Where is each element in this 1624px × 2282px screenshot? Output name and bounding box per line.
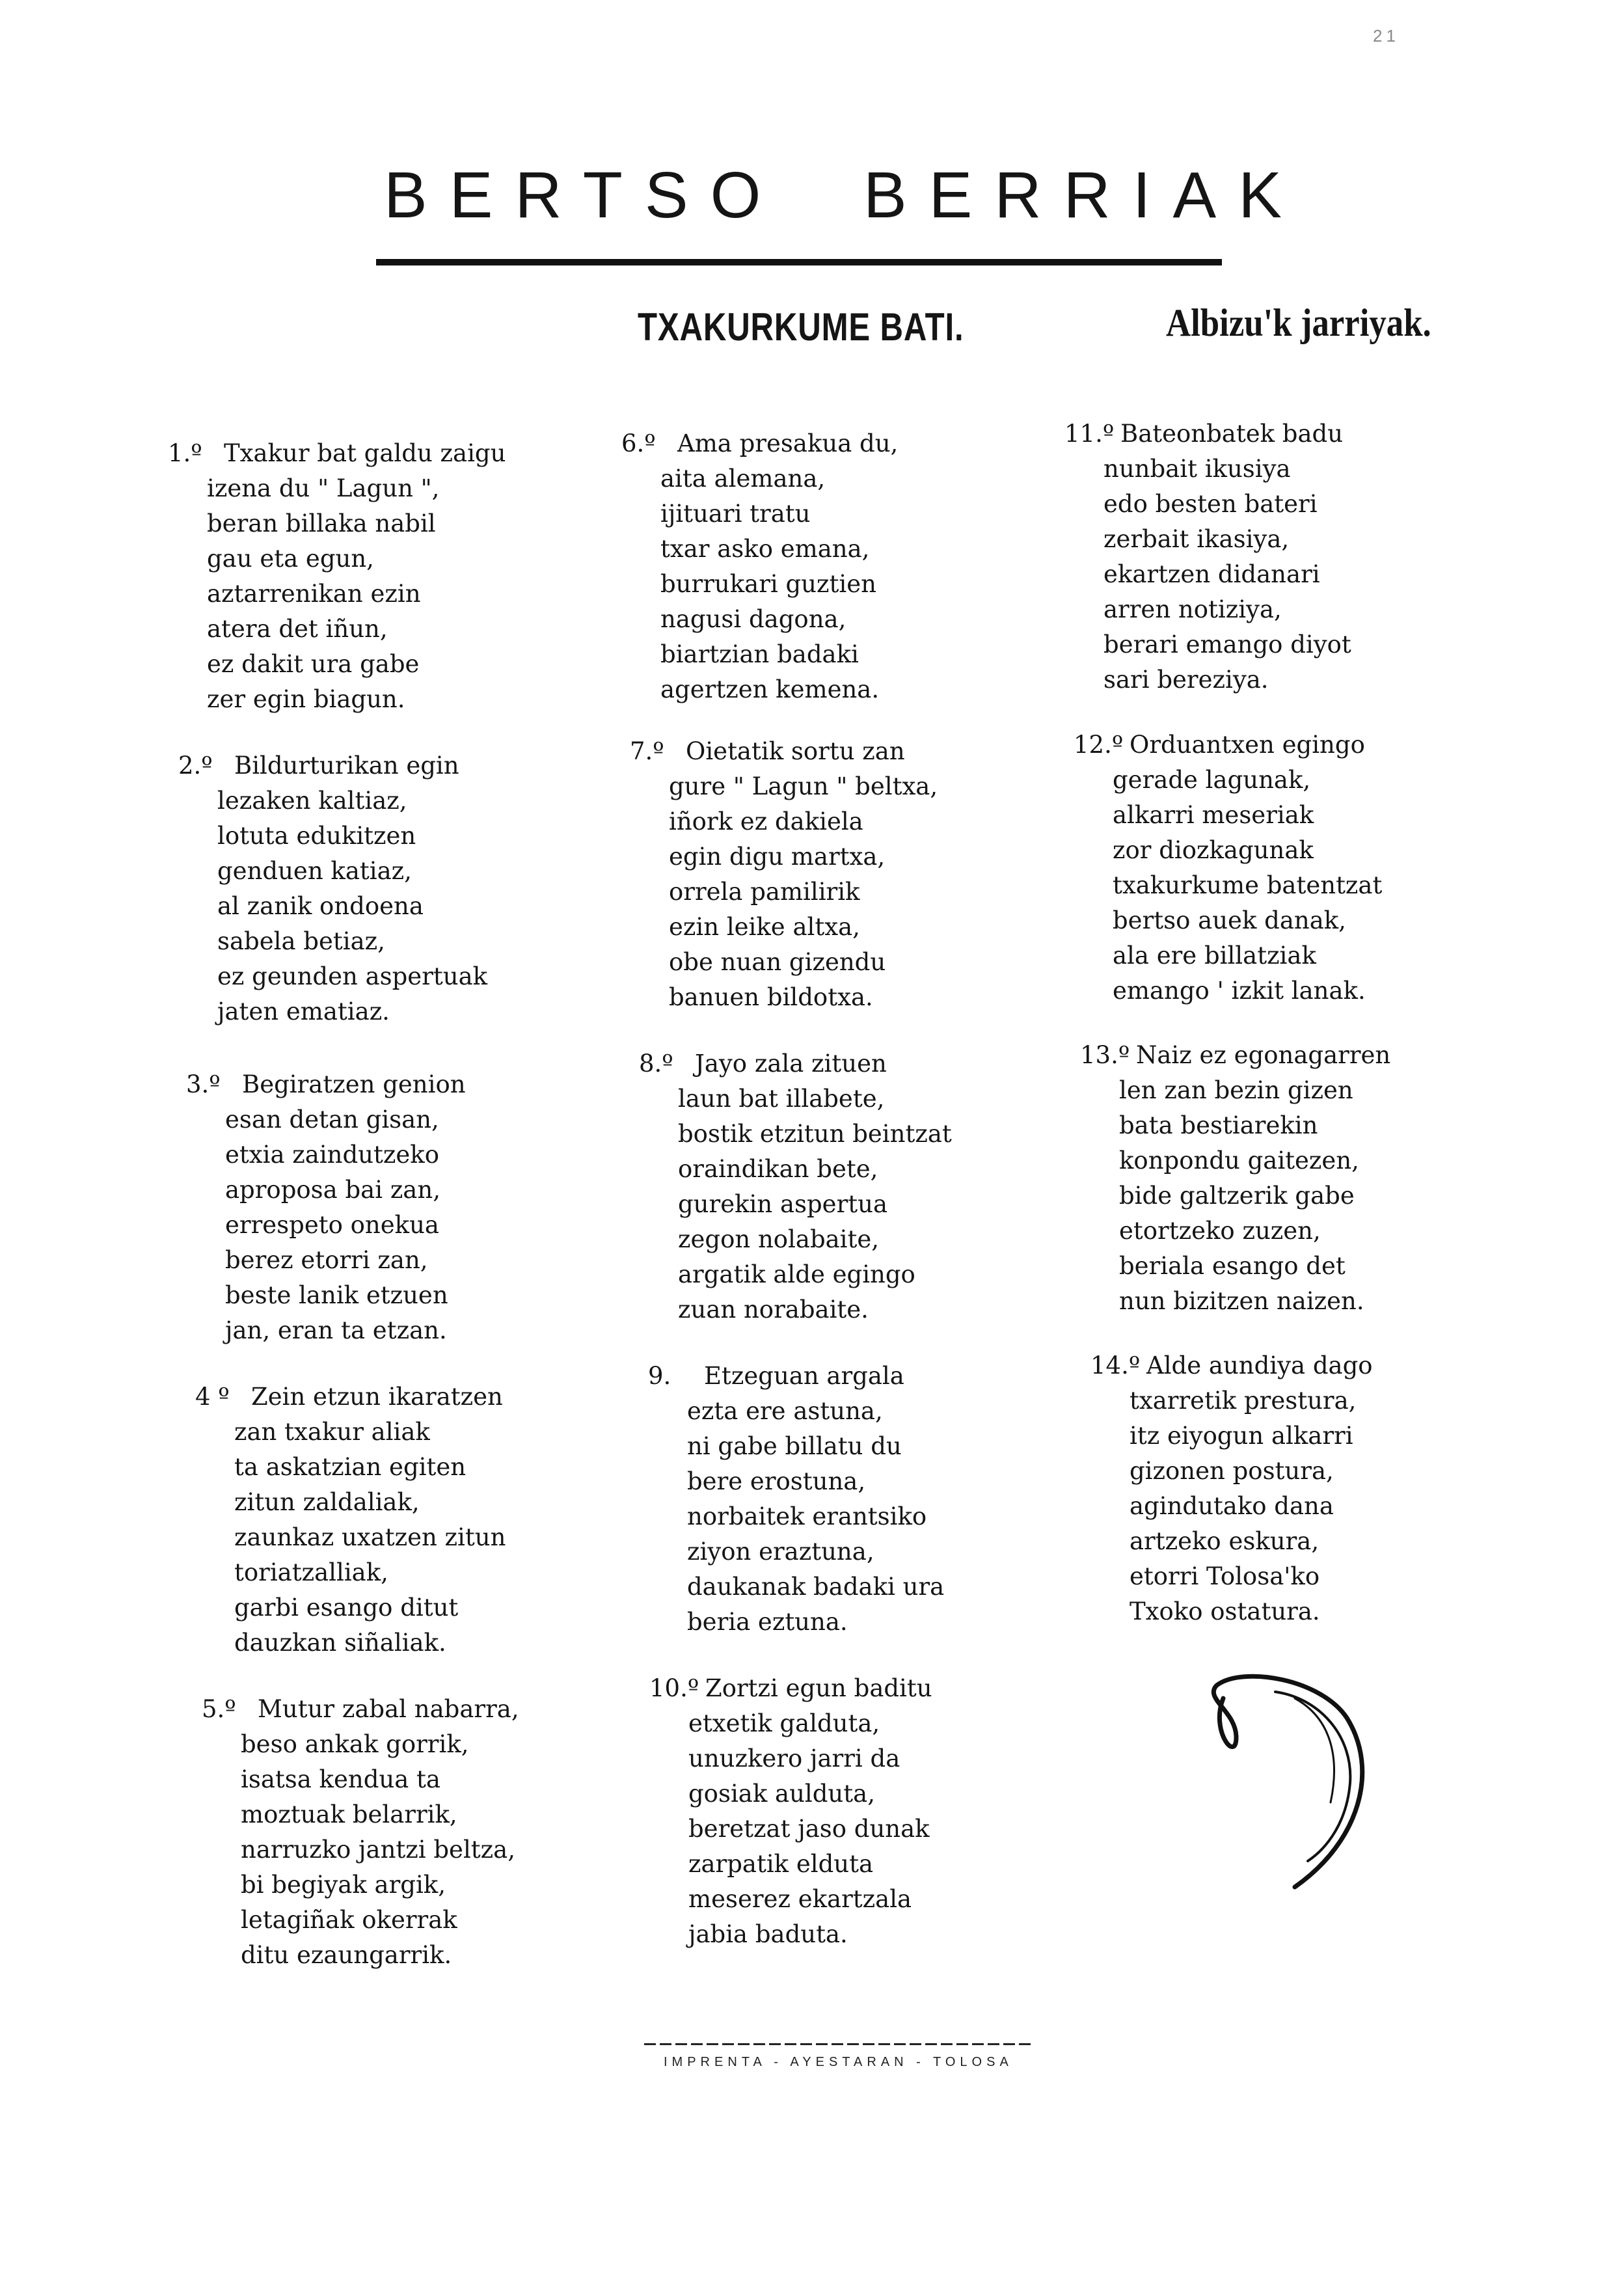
verse-line: jan, eran ta etzan.	[225, 1316, 447, 1344]
verse-line: egin digu martxa,	[669, 843, 886, 871]
verse-line: emango ' izkit lanak.	[1113, 977, 1366, 1005]
verse-11	[1064, 416, 1351, 698]
verse-line: narruzko jantzi beltza,	[241, 1836, 515, 1864]
verse-line: laun bat illabete,	[678, 1085, 885, 1113]
verse-line: etorri Tolosa'ko	[1130, 1562, 1320, 1590]
verse-line: jabia baduta.	[688, 1920, 848, 1948]
verse-line: iñork ez dakiela	[669, 808, 863, 835]
verse-number: 2.º	[178, 752, 213, 780]
verse-12	[1074, 727, 1382, 1009]
verse-10	[649, 1671, 932, 1952]
verse-9	[648, 1359, 944, 1640]
verse-line: Ama presakua du,	[677, 429, 899, 457]
verse-line: dauzkan siñaliak.	[234, 1629, 446, 1657]
verse-line: zarpatik elduta	[688, 1850, 874, 1878]
verse-line: ziyon eraztuna,	[687, 1538, 874, 1566]
verse-line: sabela betiaz,	[217, 927, 385, 955]
verse-6	[621, 426, 898, 707]
imprint-rule	[644, 2043, 1035, 2045]
verse-14	[1090, 1348, 1373, 1629]
verse-line: etxetik galduta,	[688, 1709, 880, 1737]
verse-line: zan txakur aliak	[234, 1418, 430, 1446]
verse-number: 11.º	[1064, 420, 1115, 448]
verse-line: beria eztuna.	[687, 1608, 848, 1636]
verse-line: zerbait ikasiya,	[1103, 525, 1290, 553]
verse-line: beran billaka nabil	[207, 509, 436, 537]
verse-line: isatsa kendua ta	[241, 1765, 440, 1793]
verse-number: 4 º	[195, 1383, 230, 1411]
verse-line: etxia zaindutzeko	[225, 1141, 439, 1169]
verse-line: beretzat jaso dunak	[688, 1815, 930, 1843]
verse-number: 9.	[648, 1362, 671, 1390]
verse-line: errespeto onekua	[225, 1211, 439, 1239]
verse-line: bere erostuna,	[687, 1467, 866, 1495]
verse-line: aztarrenikan ezin	[207, 580, 421, 608]
verse-number: 13.º	[1080, 1041, 1130, 1069]
verse-line: oraindikan bete,	[678, 1155, 878, 1183]
verse-line: ezta ere astuna,	[687, 1397, 883, 1425]
verse-line: esan detan gisan,	[225, 1106, 439, 1134]
verse-line: toriatzalliak,	[234, 1558, 388, 1586]
page-title: BERTSO BERRIAK	[384, 159, 1304, 232]
verse-number: 6.º	[621, 429, 656, 457]
verse-line: etortzeko zuzen,	[1119, 1217, 1321, 1245]
verse-line: sari bereziya.	[1103, 666, 1269, 694]
verse-line: nunbait ikusiya	[1103, 455, 1291, 483]
verse-line: norbaitek erantsiko	[687, 1502, 927, 1530]
verse-line: orrela pamilirik	[669, 878, 860, 906]
verse-line: letagiñak okerrak	[241, 1906, 457, 1934]
verse-line: bata bestiarekin	[1119, 1111, 1318, 1139]
verse-line: txar asko emana,	[660, 535, 870, 563]
verse-line: arren notiziya,	[1103, 595, 1282, 623]
page-mark: 21	[1373, 26, 1400, 46]
verse-line: ditu ezaungarrik.	[241, 1941, 452, 1969]
verse-line: Begiratzen genion	[242, 1070, 466, 1098]
verse-line: zer egin biagun.	[207, 685, 405, 713]
verse-line: txakurkume batentzat	[1113, 871, 1383, 899]
verse-line: nagusi dagona,	[660, 605, 846, 633]
verse-line: beste lanik etzuen	[225, 1281, 448, 1309]
verse-line: garbi esango ditut	[234, 1594, 459, 1622]
verse-3	[186, 1067, 466, 1348]
verse-number: 14.º	[1090, 1352, 1141, 1379]
verse-line: Zein etzun ikaratzen	[251, 1383, 503, 1411]
verse-line: Etzeguan argala	[704, 1362, 904, 1390]
verse-5	[202, 1692, 519, 1973]
verse-line: Bildurturikan egin	[234, 752, 459, 780]
verse-line: Bateonbatek badu	[1120, 420, 1344, 448]
verse-line: aproposa bai zan,	[225, 1176, 440, 1204]
printer-imprint: IMPRENTA - AYESTARAN - TOLOSA	[664, 2055, 1013, 2069]
verse-line: zegon nolabaite,	[678, 1225, 880, 1253]
verse-line: bi begiyak argik,	[241, 1871, 446, 1899]
verse-line: gerade lagunak,	[1113, 766, 1311, 794]
verse-line: txarretik prestura,	[1130, 1387, 1357, 1415]
verse-line: berez etorri zan,	[225, 1246, 428, 1274]
verse-line: ezin leike altxa,	[669, 913, 860, 941]
verse-line: lezaken kaltiaz,	[217, 787, 407, 815]
verse-4	[195, 1379, 506, 1661]
title-underline	[376, 259, 1222, 265]
verse-line: unuzkero jarri da	[688, 1745, 900, 1773]
poem-subtitle: TXAKURKUME BATI.	[638, 305, 964, 349]
verse-line: daukanak badaki ura	[687, 1573, 945, 1601]
verse-line: aita alemana,	[660, 465, 826, 493]
verse-number: 10.º	[649, 1674, 699, 1702]
verse-number: 7.º	[630, 737, 664, 765]
verse-line: Txoko ostatura.	[1130, 1597, 1320, 1625]
verse-line: gizonen postura,	[1130, 1457, 1334, 1485]
verse-line: artzeko eskura,	[1130, 1527, 1320, 1555]
verse-line: bide galtzerik gabe	[1119, 1182, 1355, 1210]
verse-line: burrukari guztien	[660, 570, 876, 598]
verse-line: zuan norabaite.	[678, 1296, 869, 1324]
verse-line: ta askatzian egiten	[234, 1453, 467, 1481]
verse-line: moztuak belarrik,	[241, 1800, 457, 1828]
verse-line: gosiak aulduta,	[688, 1780, 875, 1808]
verse-line: Mutur zabal nabarra,	[258, 1695, 519, 1723]
verse-line: ala ere billatziak	[1113, 942, 1316, 970]
verse-line: gure " Lagun " beltxa,	[669, 772, 938, 800]
author-credit: Albizu'k jarriyak.	[1166, 301, 1431, 344]
verse-line: atera det iñun,	[207, 615, 388, 643]
verse-2	[178, 748, 487, 1029]
verse-line: gau eta egun,	[207, 545, 374, 573]
verse-line: argatik alde egingo	[678, 1260, 915, 1288]
verse-line: ekartzen didanari	[1103, 560, 1320, 588]
verse-line: biartzian badaki	[660, 640, 859, 668]
verse-8	[639, 1046, 952, 1327]
verse-line: bertso auek danak,	[1113, 906, 1346, 934]
verse-number: 5.º	[202, 1695, 236, 1723]
verse-1	[168, 436, 506, 717]
verse-line: Jayo zala zituen	[695, 1050, 887, 1078]
verse-line: jaten ematiaz.	[217, 998, 390, 1026]
verse-line: meserez ekartzala	[688, 1885, 912, 1913]
verse-line: nun bizitzen naizen.	[1119, 1287, 1364, 1315]
verse-number: 12.º	[1074, 731, 1124, 759]
verse-line: len zan bezin gizen	[1119, 1076, 1353, 1104]
verse-13	[1080, 1038, 1390, 1319]
verse-line: zaunkaz uxatzen zitun	[234, 1523, 506, 1551]
verse-line: Zortzi egun baditu	[705, 1674, 932, 1702]
verse-line: banuen bildotxa.	[669, 983, 873, 1011]
verse-7	[630, 734, 938, 1015]
verse-line: berari emango diyot	[1103, 631, 1351, 659]
verse-line: Alde aundiya dago	[1146, 1352, 1373, 1379]
verse-line: alkarri meseriak	[1113, 801, 1314, 829]
verse-line: Naiz ez egonagarren	[1136, 1041, 1391, 1069]
verse-line: obe nuan gizendu	[669, 948, 886, 976]
verse-line: agertzen kemena.	[660, 675, 880, 703]
verse-line: ez dakit ura gabe	[207, 650, 420, 678]
verse-number: 8.º	[639, 1050, 673, 1078]
verse-line: ijituari tratu	[660, 500, 811, 528]
verse-line: ez geunden aspertuak	[217, 962, 488, 990]
verse-line: beso ankak gorrik,	[241, 1730, 469, 1758]
verse-line: al zanik ondoena	[217, 892, 424, 920]
verse-line: bostik etzitun beintzat	[678, 1120, 952, 1148]
verse-number: 1.º	[168, 439, 202, 467]
verse-line: Orduantxen egingo	[1130, 731, 1365, 759]
verse-line: Oietatik sortu zan	[686, 737, 905, 765]
verse-line: izena du " Lagun ",	[207, 474, 440, 502]
verse-line: gurekin aspertua	[678, 1190, 888, 1218]
flourish-ornament	[1197, 1672, 1392, 1894]
verse-line: genduen katiaz,	[217, 857, 412, 885]
verse-line: edo besten bateri	[1103, 490, 1318, 518]
verse-line: zitun zaldaliak,	[234, 1488, 420, 1516]
verse-line: konpondu gaitezen,	[1119, 1147, 1359, 1175]
verse-number: 3.º	[186, 1070, 221, 1098]
verse-line: Txakur bat galdu zaigu	[224, 439, 506, 467]
verse-line: ni gabe billatu du	[687, 1432, 902, 1460]
verse-line: itz eiyogun alkarri	[1130, 1422, 1353, 1450]
verse-line: beriala esango det	[1119, 1252, 1346, 1280]
verse-line: lotuta edukitzen	[217, 822, 416, 850]
verse-line: zor diozkagunak	[1113, 836, 1314, 864]
verse-line: agindutako dana	[1130, 1492, 1334, 1520]
